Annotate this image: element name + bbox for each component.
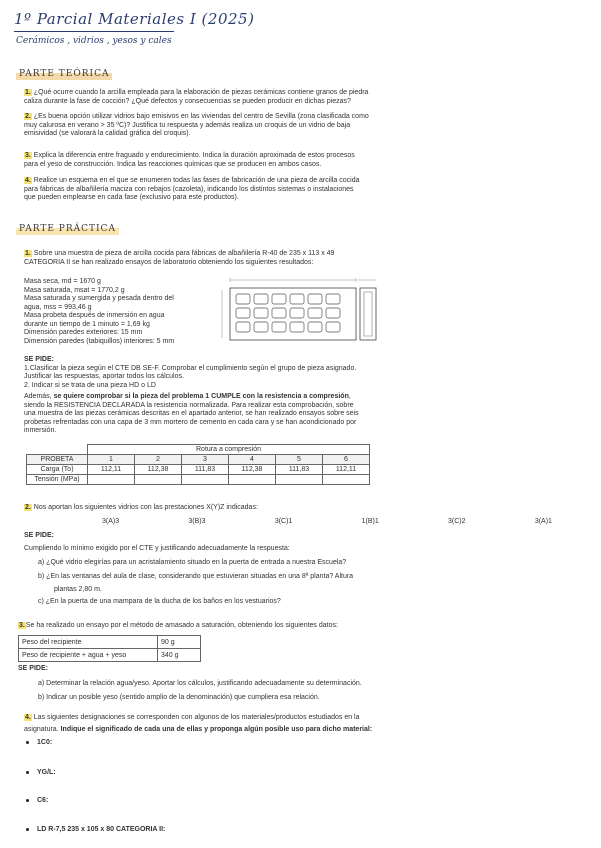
col-header: 2: [135, 455, 182, 465]
tension-cell: [135, 475, 182, 485]
yeso-value: 90 g: [158, 636, 201, 649]
teoria-question-4: 4. Realice un esquema en el que se enumeren todas las fases de fabricación de una pieza de arcilla cocida para fábricas de albañilería maciza con rebajos (cazoleta), indicando los distintos sistemas o instalaciones que pueden emplearse en cada fase (exclusivo para este productos).: [24, 177, 360, 201]
bullet-icon: [26, 799, 29, 802]
bullet-icon: [26, 741, 29, 744]
yeso-label: Peso del recipiente: [19, 636, 158, 649]
yeso-data-table: [18, 635, 201, 662]
problem-3-a: a) Determinar la relación agua/yeso. Aportar los cálculos, justificando adecuadamente su determinación.: [38, 680, 362, 687]
problem-4-intro: 4. Las siguientes designaciones se corresponden con algunos de los materiales/productos estudiados en la asignatura. Indique el significado de cada una de ellas y proponga algún posible uso para dicho material:: [24, 714, 373, 733]
practica-problem-1-intro: 1. Sobre una muestra de pieza de arcilla cocida para fábricas de albañilería R-40 de 235 x 113 x 49 CATEGORIA II se han realizado ensayos de laboratorio obteniendo los siguientes resultados:: [24, 250, 335, 266]
glass-item: 3(C)1: [274, 518, 293, 525]
carga-cell: 112,11: [88, 465, 135, 475]
problem-3-intro: 3.Se ha realizado un ensayo por el método de amasado a saturación, obteniendo los siguientes datos:: [19, 622, 338, 629]
title-underline: [14, 31, 174, 32]
problem-3-se-pide: SE PIDE:: [18, 665, 48, 672]
tension-header: Tensión (MPa): [27, 475, 88, 485]
bullet-icon: [26, 828, 29, 831]
section-practica-heading: PARTE PRÁCTICA: [16, 223, 119, 235]
tension-cell: [88, 475, 135, 485]
designation-item: LD R-7,5 235 x 105 x 80 CATEGORIA II:: [26, 826, 165, 835]
tension-cell: [229, 475, 276, 485]
carga-cell: 112,11: [323, 465, 370, 475]
teoria-question-2: 2. ¿Es buena opción utilizar vidrios bajo emisivos en las viviendas del centro de Sevilla (zona clasificada como muy calurosa en verano > 35 ºC)? Justifica tu respuesta y además realiza un croquis de un vidrio de baja emisividad (se valorará la calidad gráfica del croquis).: [24, 113, 369, 137]
teoria-question-1: 1. ¿Qué ocurre cuando la arcilla empleada para la elaboración de piezas cerámicas contiene granos de piedra caliza durante la fase de cocción? ¿Qué defectos y consecuencias se pueden producir en dichas piezas?: [24, 89, 369, 105]
yeso-label: Peso de recipiente + agua + yeso: [19, 649, 158, 662]
designation-item: YG/L:: [26, 769, 56, 778]
compression-table: [26, 444, 370, 485]
brick-diagram: [218, 276, 378, 346]
glasses-list: [102, 518, 552, 527]
tension-cell: [276, 475, 323, 485]
problem-2-intro: 2. Nos aportan los siguientes vidrios con las prestaciones X(Y)Z indicadas:: [25, 504, 258, 511]
col-header: 3: [182, 455, 229, 465]
designation-item: C6:: [26, 797, 48, 806]
yeso-value: 340 g: [158, 649, 201, 662]
tension-cell: [182, 475, 229, 485]
carga-cell: 112,38: [229, 465, 276, 475]
page-title: 1º Parcial Materiales I (2025): [14, 10, 255, 28]
glass-item: 3(B)3: [188, 518, 206, 525]
problem-1-ademas: Además, se quiere comprobar si la pieza del problema 1 CUMPLE con la resistencia a compresión, siendo la RESISTENCIA DECLARADA la resistencia normalizada. Para realizar esta comprobación, sobre una muestra de las piezas cerámicas descritas en el apartado anterior, se han realizado ensayos sobre seis probetas refrentadas con una capa de 3 mm mortero de cemento en cada cara y se han acondicionado por inmersión.: [24, 393, 359, 434]
problem-2-a: a) ¿Qué vidrio elegirías para un acristalamiento situado en la puerta de entrada a nuestra Escuela?: [38, 559, 347, 566]
col-header: 1: [88, 455, 135, 465]
problem-2-b: b) ¿En las ventanas del aula de clase, considerando que estuvieran situadas en una 8ª planta? Altura plantas 2,80 m.: [38, 573, 354, 593]
glass-item: 1(B)1: [361, 518, 379, 525]
designation-item: 1C0:: [26, 739, 52, 748]
problem-2-c: c) ¿En la puerta de una mampara de la ducha de los baños en los vestuarios?: [38, 598, 281, 605]
problem-2-se-pide: SE PIDE:: [24, 532, 54, 539]
carga-cell: 111,83: [276, 465, 323, 475]
probeta-header: PROBETA: [27, 455, 88, 465]
problem-1-se-pide: SE PIDE: 1.Clasificar la pieza según el CTE DB SE-F. Comprobar el cumplimiento según el grupo de pieza asignado. Justificar las respuestas, aportar todos los cálculos. 2. Indicar si se trata de una pieza HD o LD: [24, 356, 357, 389]
compression-table-group-header: Rotura a compresión: [88, 445, 370, 455]
glass-item: 3(A)1: [534, 518, 552, 525]
carga-header: Carga (To): [27, 465, 88, 475]
carga-cell: 112,38: [135, 465, 182, 475]
glass-item: 3(C)2: [448, 518, 466, 525]
problem-2-lead: Cumpliendo lo mínimo exigido por el CTE y justificando adecuadamente la respuesta:: [24, 545, 290, 552]
carga-cell: 111,83: [182, 465, 229, 475]
problem-1-data-list: Masa seca, md = 1670 g Masa saturada, msat = 1770,2 g Masa saturada y sumergida y pesada dentro del agua, mss = 993,46 g Masa probeta después de inmersión en agua durante un tiempo de 1 minuto = 1,69 kg Dimensión paredes exteriores: 15 mm Dimensión paredes (tabiquillos) interiores: 5 mm: [24, 278, 175, 345]
glass-item: 3(A)3: [102, 518, 120, 525]
problem-3-b: b) Indicar un posible yeso (sentido amplio de la denominación) que cumpliera esa relación.: [38, 694, 320, 701]
tension-cell: [323, 475, 370, 485]
teoria-question-3: 3. Explica la diferencia entre fraguado y endurecimiento. Indica la duración aproximada de estos procesos para el yeso de construcción. Indica las reacciones químicas que se producen en ambos casos.: [24, 152, 355, 168]
section-teoria-heading: PARTE TEÓRICA: [16, 68, 112, 80]
col-header: 6: [323, 455, 370, 465]
bullet-icon: [26, 771, 29, 774]
col-header: 4: [229, 455, 276, 465]
col-header: 5: [276, 455, 323, 465]
page-subtitle: Cerámicos , vidrios , yesos y cales: [16, 36, 172, 46]
